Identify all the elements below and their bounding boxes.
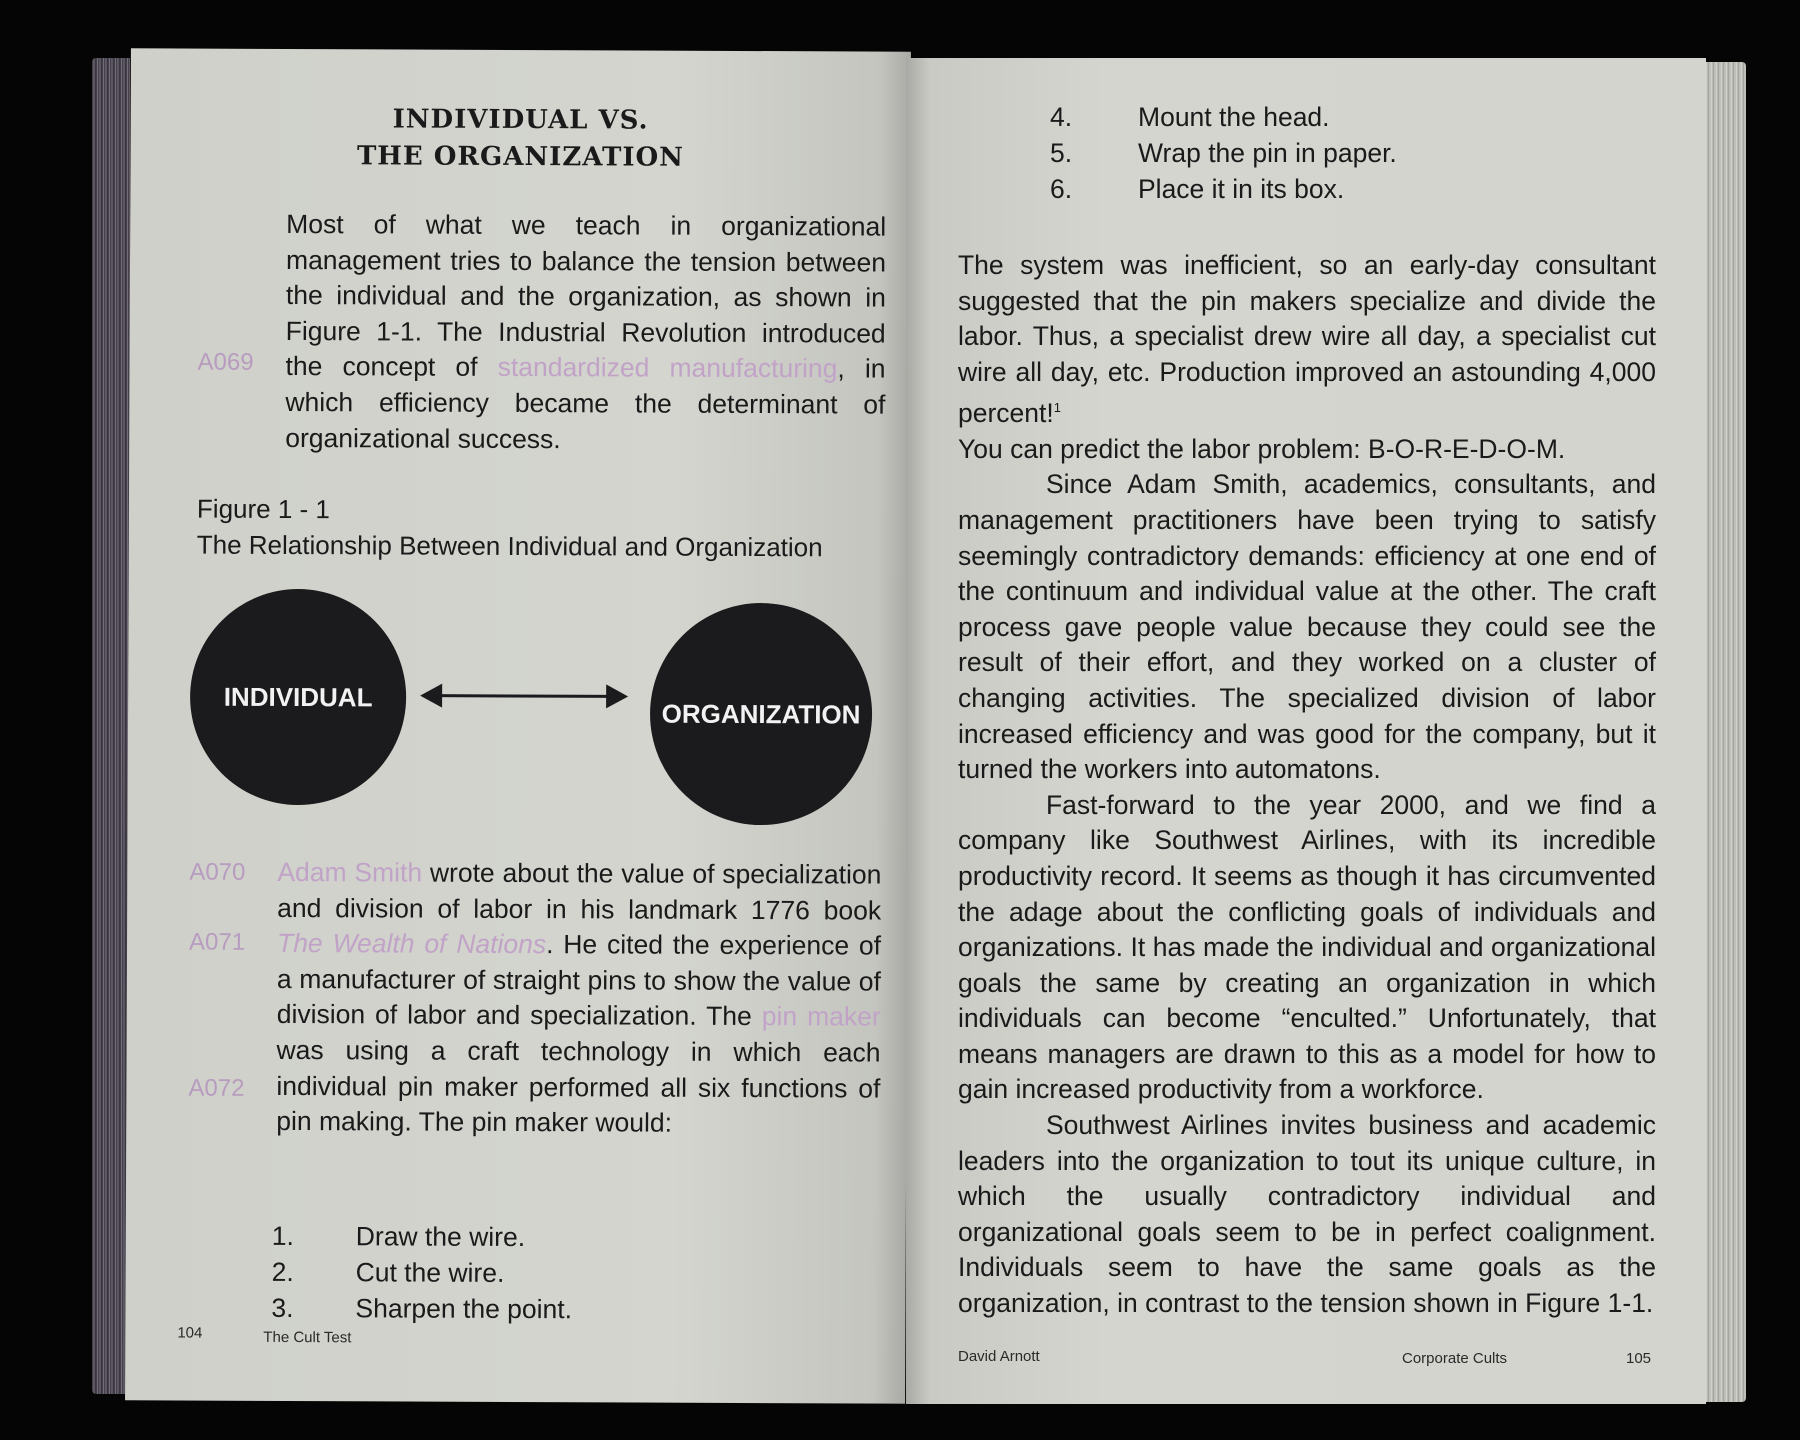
organization-circle (650, 603, 873, 826)
margin-code-a070: A070 (189, 858, 246, 886)
step-number: 3. (271, 1292, 294, 1324)
step-text: Place it in its box. (1138, 174, 1345, 204)
step-number: 4. (1050, 102, 1073, 132)
step-text: Mount the head. (1138, 102, 1330, 132)
paragraph-fast-forward: Fast-forward to the year 2000, and we find a company like Southwest Airlines, with its incredible productivity record. It seems as though it has circumvented the adage about the conflicting goals of individuals and organizations. It has made the individual and organizational goals the same by creating an organization in which individuals can become “enculted.” Unfortunately, that means managers are drawn to this as a model for how to gain increased productivity from a workforce. (958, 789, 1656, 1105)
margin-code-a072: A072 (188, 1074, 245, 1102)
para2-text-2: . He cited the experience of a manufacturer of straight pins to show the value of division of labor and specialization. The (276, 929, 882, 1032)
term-adam-smith[interactable]: Adam Smith (277, 856, 423, 888)
steps-list-right (1050, 102, 1550, 222)
individual-circle-label: INDIVIDUAL (223, 681, 373, 712)
figure-caption: The Relationship Between Individual and Organization (196, 529, 823, 563)
section-title-line2: THE ORGANIZATION (356, 141, 685, 173)
book-spine-edge-left (92, 58, 130, 1394)
steps-list-left (271, 1221, 672, 1343)
step-text: Draw the wire. (355, 1221, 526, 1253)
individual-circle (190, 589, 407, 806)
double-arrow-icon (418, 678, 630, 715)
margin-code-a069: A069 (197, 348, 254, 376)
footer-chapter: Corporate Cults (1402, 1350, 1508, 1367)
term-standardized-manufacturing[interactable]: standardized manufacturing (497, 352, 838, 384)
p1-text: The system was inefficient, so an early-day consultant suggested that the pin makers specialize and divide the labor. Thus, a specialist drew wire all day, a specialist cut wire all day, etc. Production improved an astounding 4,000 percent! (958, 250, 1656, 429)
intro-text-2: , in which efficiency became the determinant of organizational success. (285, 353, 886, 454)
step-number: 2. (271, 1256, 294, 1288)
left-page (125, 48, 911, 1403)
footnote-marker[interactable]: 1 (1053, 400, 1061, 416)
margin-code-a071: A071 (188, 928, 246, 956)
footer-page-number-right: 105 (1626, 1350, 1652, 1367)
section-title (240, 101, 800, 177)
organization-circle-label: ORGANIZATION (661, 698, 861, 729)
footer-author: David Arnott (958, 1348, 1040, 1365)
footer-page-number-left: 104 (177, 1324, 203, 1342)
step-number: 6. (1050, 174, 1073, 204)
term-wealth-of-nations[interactable]: The Wealth of Nations (276, 928, 547, 960)
para2-text-1: wrote about the value of specialization and division of labor in his landmark 1776 book (277, 857, 882, 926)
step-text: Sharpen the point. (355, 1293, 573, 1325)
step-number: 1. (271, 1220, 294, 1252)
step-text: Wrap the pin in paper. (1138, 138, 1397, 168)
paragraph-since-adam-smith: Since Adam Smith, academics, consultants, and management practitioners have been trying to satisfy seemingly contradictory demands: efficiency at one end of the continuum and individual value at the other. The craft process gave people value because they could see the result of their effort, and they worked on a cluster of changing activities. The specialized division of labor increased efficiency and was good for the company, but it turned the workers into automatons. (958, 469, 1656, 785)
right-page (906, 58, 1706, 1404)
figure-label (197, 491, 857, 566)
adam-smith-paragraph (276, 855, 881, 1142)
figure-number: Figure 1 - 1 (196, 493, 330, 525)
book-page-edges-right (1700, 62, 1746, 1402)
paragraph-labor-problem: You can predict the labor problem: B-O-R-E-D-O-M. (958, 433, 1566, 464)
intro-paragraph (285, 207, 886, 459)
section-title-line1: INDIVIDUAL VS. (392, 104, 649, 136)
footer-book-title: The Cult Test (263, 1328, 352, 1347)
paragraph-system-inefficient (958, 248, 1656, 432)
paragraph-southwest-invites: Southwest Airlines invites business and academic leaders into the organization to tout its unique culture, in which the usually contradictory individual and organizational goals seem to be in perfect coalignment. Individuals seem to have the same goals as the organization, in contrast to the tension shown in Figure 1-1. (958, 1110, 1656, 1319)
right-body-text (958, 248, 1656, 1322)
step-number: 5. (1050, 138, 1073, 168)
para2-text-3: was using a craft technology in which each individual pin maker performed all six functions of pin making. The pin maker would: (276, 1034, 881, 1138)
intro-text-1: Most of what we teach in organizational management tries to balance the tension between the individual and the organization, as shown in Figure 1-1. The Industrial Revolution introduced the concept of (285, 208, 887, 383)
step-text: Cut the wire. (355, 1257, 505, 1288)
term-pin-maker[interactable]: pin maker (761, 1001, 881, 1032)
